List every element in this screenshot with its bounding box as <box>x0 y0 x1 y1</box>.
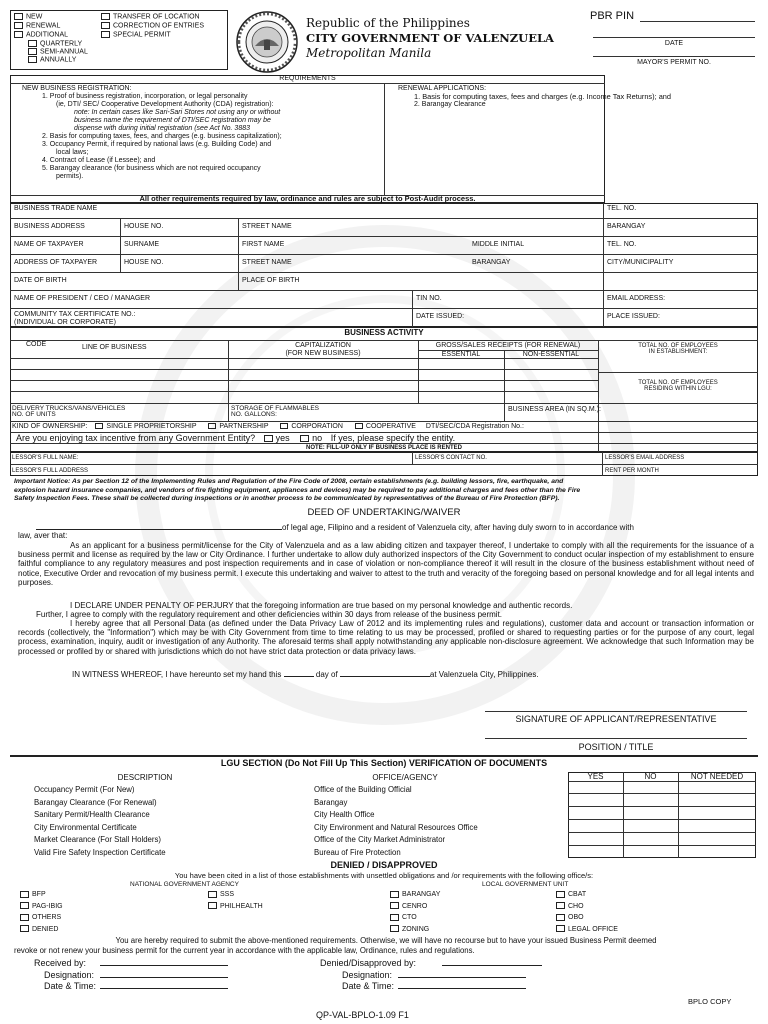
pbr-pin-line[interactable] <box>640 21 755 22</box>
lgu-row-office: Barangay <box>314 797 348 807</box>
received-block <box>34 957 228 992</box>
denied-col-1 <box>20 889 63 935</box>
name-of-taxpayer-label: NAME OF TAXPAYER <box>14 241 84 248</box>
checkbox[interactable] <box>556 891 565 898</box>
lgu-row-desc: Market Clearance (For Stall Holders) <box>34 835 161 845</box>
renew-title: RENEWAL APPLICATIONS: <box>398 85 487 92</box>
checkbox-special-permit[interactable] <box>101 31 110 38</box>
lgu-row <box>34 834 554 847</box>
vg-yes-header: YES <box>587 772 604 781</box>
header-republic: Republic of the Philippines <box>306 16 470 30</box>
lgu-row-office: Office of the Building Official <box>314 785 412 794</box>
col-line-a <box>120 218 121 272</box>
new-item1: 1. Proof of business registration, incorporation, or legal personality <box>42 93 248 100</box>
received-by-label: Received by: <box>34 958 87 968</box>
requirements-title: REQUIREMENTS <box>279 75 336 82</box>
business-activity-title: BUSINESS ACTIVITY <box>344 328 424 337</box>
checkbox-correction[interactable] <box>101 22 110 29</box>
tax-no-label: no <box>312 433 323 443</box>
lgu-row <box>34 822 554 835</box>
new-item3: 3. Occupancy Permit, if required by national laws (e.g. Building Code) and <box>42 141 272 148</box>
date-line[interactable] <box>593 37 755 38</box>
bplo-copy: BPLO COPY <box>688 997 732 1006</box>
lgu-top-rule <box>10 755 758 757</box>
checkbox[interactable] <box>20 914 29 921</box>
new-registration-block <box>22 85 382 181</box>
checkbox-semi-annual[interactable] <box>28 48 37 55</box>
middle-initial-label: MIDDLE INITIAL <box>472 241 525 248</box>
checkbox[interactable] <box>556 925 565 932</box>
checkbox[interactable] <box>390 925 399 932</box>
new-item4: 4. Contract of Lease (if Lessee); and <box>42 157 156 164</box>
checkbox[interactable] <box>556 902 565 909</box>
vg-row-5 <box>568 845 756 846</box>
witness-month-line[interactable] <box>340 669 430 677</box>
header-metro: Metropolitan Manila <box>306 46 432 60</box>
new-item2: 2. Basis for computing taxes, fees, and charges (e.g. business capitalization); <box>42 133 282 140</box>
col-line-tel <box>603 203 604 327</box>
line-of-business-header: LINE OF BUSINESS <box>82 344 147 351</box>
checkbox[interactable] <box>390 902 399 909</box>
checkbox-quarterly[interactable] <box>28 40 37 47</box>
corporation-label: CORPORATION <box>291 423 343 430</box>
checkbox-new[interactable] <box>14 13 23 20</box>
deed-p1-row <box>36 521 634 532</box>
street-name-2-label: STREET NAME <box>242 259 292 266</box>
place-of-birth-label: PLACE OF BIRTH <box>242 277 300 284</box>
vg-not-needed-header: NOT NEEDED <box>690 772 744 781</box>
checkbox-tax-yes[interactable] <box>264 435 273 442</box>
lessor-name-label: LESSOR'S FULL NAME: <box>12 455 79 461</box>
checkbox[interactable] <box>20 925 29 932</box>
partnership-label: PARTNERSHIP <box>219 423 269 430</box>
city-seal-logo <box>235 10 299 74</box>
deed-p3: I DECLARE UNDER PENALTY OF PERJURY that the foregoing information are true based on my personal knowledge and authentic records. <box>70 601 573 610</box>
req-title-line <box>10 83 605 84</box>
lgu-row-office: City Environment and Natural Resources Office <box>314 822 478 832</box>
denied-option[interactable]: BARANGAY <box>390 889 440 901</box>
lessor-col-2 <box>602 452 603 476</box>
vg-no-header: NO <box>644 772 657 781</box>
renew-item2: 2. Barangay Clearance <box>414 101 486 108</box>
no-of-units-label: NO. OF UNITS <box>12 411 56 418</box>
mayors-permit-label: MAYOR'S PERMIT NO. <box>637 59 711 66</box>
denied-option[interactable]: DENIED <box>20 924 63 936</box>
designation-label: Designation: <box>44 969 95 980</box>
barangay-label: BARANGAY <box>607 223 646 230</box>
denied-option[interactable]: BFP <box>20 889 63 901</box>
option-semi-annual[interactable]: SEMI-ANNUAL <box>14 48 88 56</box>
denied-col-2 <box>208 889 263 912</box>
national-agency-label: NATIONAL GOVERNMENT AGENCY <box>130 881 239 888</box>
application-type-options-right <box>101 13 204 40</box>
checkbox-corporation[interactable] <box>280 423 288 429</box>
president-name-label: NAME OF PRESIDENT / CEO / MANAGER <box>14 295 151 302</box>
tax-specify-label: If yes, please specify the entity. <box>330 433 456 443</box>
new-note3: dispense with during initial registration (see Act No. 3883 <box>74 125 251 132</box>
rent-per-month-label: RENT PER MONTH <box>605 468 659 474</box>
denied-option[interactable]: OTHERS <box>20 912 63 924</box>
application-type-options-left <box>14 13 88 64</box>
option-special-permit[interactable]: SPECIAL PERMIT <box>101 31 204 40</box>
house-no-label: HOUSE NO. <box>124 223 164 230</box>
lgu-title: LGU SECTION (Do Not Fill Up This Section) VERIFICATION OF DOCUMENTS <box>220 758 548 768</box>
signature-label: SIGNATURE OF APPLICANT/REPRESENTATIVE <box>515 714 717 724</box>
deed-name-line[interactable] <box>36 521 282 530</box>
ba-row-3 <box>10 380 598 381</box>
notice-line1: As per Section 12 of the Implementing Rules and Regulation of the Fire Code of 2008, certain establishments (e.g. building lessors, fire, earthquake, and <box>71 478 564 485</box>
lgu-row-desc: City Environmental Certificate <box>34 822 137 832</box>
deed-p2: As an applicant for a business permit/license for the City of Valenzuela and as a law abiding citizen and taxpayer thereof, I undertake to comply with all the requirements for the issuance of a business permit and license as required by the law or City Ordinance. I further undertake to allow duly authorized inspectors of the City Government to conduct ocular inspection of my establishment to ensure faithful compliance to any regulatory measures and post inspection requirements and in case of violation or non-compliance thereof it will result in the closure of the business establishment without need of notice, Executive Order and revocation of my business permit. I execute this undertaking and waiver to attest to the truth and veracity of the foregoing based on personal knowledge and for all legal intents and purposes. <box>18 541 754 587</box>
row-line-2 <box>10 236 758 237</box>
date-time-label: Date & Time: <box>44 981 97 991</box>
denied-option[interactable]: PHILHEALTH <box>208 901 263 913</box>
business-address-label: BUSINESS ADDRESS <box>14 223 85 230</box>
lgu-row <box>34 847 554 860</box>
witness-a: IN WITNESS WHEREOF, I have hereunto set my hand this <box>72 670 282 679</box>
denied-by-line[interactable] <box>442 957 542 966</box>
dti-reg-label: DTI/SEC/CDA Registration No.: <box>425 423 524 430</box>
witness-b: day of <box>315 670 338 679</box>
lgu-row-desc: Sanitary Permit/Health Clearance <box>34 810 150 820</box>
vg-row-4 <box>568 832 756 833</box>
denied-option[interactable]: SSS <box>208 889 263 901</box>
col-line-c <box>412 290 413 327</box>
surname-label: SURNAME <box>124 241 160 248</box>
checkbox[interactable] <box>208 902 217 909</box>
notice-line2: explosion hazard insurance companies, and vendors of fire fighting equipment, appliances and devices) may be required to pay additional charges and fees other than the Fire <box>14 486 581 494</box>
new-item1b: (ie, DTI/ SEC/ Cooperative Development Authority (CDA) registration): <box>56 101 274 108</box>
date-of-birth-label: DATE OF BIRTH <box>14 277 67 284</box>
req-divider <box>384 83 385 195</box>
new-note2: business name the requirement of DTI/SEC registration may be <box>74 117 271 124</box>
checkbox[interactable] <box>20 902 29 909</box>
mayors-permit-line[interactable] <box>593 56 755 57</box>
date-time-line[interactable] <box>100 980 228 989</box>
date-time-2-line[interactable] <box>398 980 526 989</box>
position-line[interactable] <box>485 738 747 739</box>
denied-by-label: Denied/Disapproved by: <box>320 958 417 968</box>
denied-option[interactable]: LEGAL OFFICE <box>556 924 618 936</box>
checkbox-single[interactable] <box>95 423 103 429</box>
important-notice <box>14 478 758 504</box>
post-audit-note: All other requirements required by law, ordinance and rules are subject to Post-Audit process. <box>139 194 476 203</box>
tax-yes-label: yes <box>275 433 290 443</box>
vg-row-2 <box>568 806 756 807</box>
option-new[interactable]: NEW <box>14 13 88 22</box>
row-line-5 <box>10 290 758 291</box>
denied-subtitle: You have been cited in a list of those establishments with unsettled obligations and /or requirements with the following office/s: <box>174 871 594 880</box>
witness-c: at Valenzuela City, Philippines. <box>429 670 539 679</box>
single-label: SINGLE PROPRIETORSHIP <box>106 423 197 430</box>
tax-incentive-row <box>16 433 455 443</box>
checkbox-renewal[interactable] <box>14 22 23 29</box>
row-line-1 <box>10 218 758 219</box>
checkbox-additional[interactable] <box>14 31 23 38</box>
lgu-row-office: City Health Office <box>314 810 375 820</box>
checkbox[interactable] <box>208 891 217 898</box>
lessor-mid <box>10 464 758 465</box>
renew-item1: 1. Basis for computing taxes, fees and charges (e.g. Income Tax Returns); and <box>414 92 672 101</box>
checkbox-cooperative[interactable] <box>355 423 363 429</box>
designation-2-label: Designation: <box>342 969 393 980</box>
ba-line-title <box>10 340 758 341</box>
option-quarterly[interactable]: QUARTERLY <box>14 40 88 48</box>
option-renewal[interactable]: RENEWAL <box>14 22 88 31</box>
residing-lgu-label: RESIDING WITHIN LGU: <box>644 386 712 392</box>
deed-p1b: law, aver that: <box>18 531 68 540</box>
house-no-2-label: HOUSE NO. <box>124 259 164 266</box>
address-of-taxpayer-label: ADDRESS OF TAXPAYER <box>14 259 98 266</box>
pbr-pin-label: PBR PIN <box>590 10 635 22</box>
signature-line[interactable] <box>485 711 747 712</box>
header-city: CITY GOVERNMENT OF VALENZUELA <box>306 31 554 45</box>
cooperative-label: COOPERATIVE <box>365 423 416 430</box>
lgu-row-office: Office of the City Market Administrator <box>314 835 446 845</box>
code-header: CODE <box>26 341 47 348</box>
deed-p1: of legal age, Filipino and a resident of Valenzuela city, after having duly sworn to in accordance with <box>282 523 634 532</box>
place-issued-label: PLACE ISSUED: <box>607 313 660 320</box>
ctc-no-label: COMMUNITY TAX CERTIFICATE NO.: <box>14 311 136 318</box>
denied-option[interactable]: CTO <box>390 912 440 924</box>
ba-row-4 <box>10 391 598 392</box>
new-title: NEW BUSINESS REGISTRATION: <box>22 85 132 92</box>
new-note1: note: In certain cases like Sari-Sari Stores not using any or without <box>74 109 281 116</box>
ba-row-ownership <box>10 421 758 422</box>
form-code: QP-VAL-BPLO-1.09 F1 <box>316 1010 409 1020</box>
ba-row-5 <box>10 403 758 404</box>
notice-label: Important Notice: <box>14 478 71 485</box>
essential-header: ESSENTIAL <box>441 351 481 358</box>
ownership-row <box>12 423 752 431</box>
designation-line[interactable] <box>100 969 228 978</box>
lgu-row-desc: Valid Fire Safety Inspection Certificate <box>34 847 166 857</box>
tel-no-label: TEL. NO. <box>607 205 637 212</box>
denied-footer-2: revoke or not renew your business permit for the current year in accordance with the applicable law, Ordinance, rules and regulations. <box>14 946 475 955</box>
received-by-line[interactable] <box>100 957 228 966</box>
deed-witness-row <box>72 669 539 679</box>
lessor-contact-label: LESSOR'S CONTACT NO. <box>415 455 487 461</box>
vg-head <box>568 781 756 782</box>
lgu-row <box>34 797 554 810</box>
denied-footer-1: You are hereby required to submit the above-mentioned requirements. Otherwise, we will have no recourse but to have your issued Business Permit deemed <box>115 936 657 945</box>
new-item5b: permits). <box>56 173 84 180</box>
checkbox-annually[interactable] <box>28 56 37 63</box>
rented-note: NOTE: FILL-UP ONLY IF BUSINESS PLACE IS RENTED <box>306 445 462 451</box>
denied-option[interactable]: CHO <box>556 901 618 913</box>
denied-option[interactable]: ZONING <box>390 924 440 936</box>
tel-no-2-label: TEL. NO. <box>607 241 637 248</box>
col-line-b <box>238 218 239 290</box>
option-annually[interactable]: ANNUALLY <box>14 56 88 64</box>
lessor-address-label: LESSOR'S FULL ADDRESS <box>12 468 88 474</box>
date-label: DATE <box>664 40 684 47</box>
gross-sales-header: GROSS/SALES RECEIPTS (FOR RENEWAL) <box>435 342 581 349</box>
ba-col-units <box>228 403 229 421</box>
non-essential-header: NON-ESSENTIAL <box>522 351 580 358</box>
option-additional[interactable]: ADDITIONAL <box>14 31 88 40</box>
total-employees-2-label: TOTAL NO. OF EMPLOYEES <box>638 380 718 386</box>
vg-row-3 <box>568 819 756 820</box>
lgu-row-desc: Occupancy Permit (For New) <box>34 785 135 794</box>
new-item5: 5. Barangay clearance (for business which are not required occupancy <box>42 165 261 172</box>
first-name-label: FIRST NAME <box>242 241 285 248</box>
lgu-rows <box>34 784 554 860</box>
lgu-office-header: OFFICE/AGENCY <box>372 773 438 782</box>
city-municipality-label: CITY/MUNICIPALITY <box>607 259 674 266</box>
date-time-2-label: Date & Time: <box>342 981 395 991</box>
denied-option[interactable]: CBAT <box>556 889 618 901</box>
in-establishment-label: IN ESTABLISHMENT: <box>648 349 708 355</box>
delivery-label: DELIVERY TRUCKS/VANS/VEHICLES <box>12 405 126 412</box>
deed-title: DEED OF UNDERTAKING/WAIVER <box>307 507 461 518</box>
witness-day-line[interactable] <box>284 669 314 677</box>
position-label: POSITION / TITLE <box>578 742 654 752</box>
checkbox[interactable] <box>390 891 399 898</box>
ba-col-4 <box>598 340 599 452</box>
kind-of-ownership-label: KIND OF OWNERSHIP: <box>12 423 88 430</box>
lgu-row <box>34 784 554 797</box>
row-line-4 <box>10 272 758 273</box>
row-line-3 <box>10 254 758 255</box>
designation-2-line[interactable] <box>398 969 526 978</box>
local-unit-label: LOCAL GOVERNMENT UNIT <box>482 881 569 888</box>
lgu-row <box>34 809 554 822</box>
no-gallons-label: NO. GALLONS: <box>231 411 277 418</box>
tax-incentive-question: Are you enjoying tax incentive from any Government Entity? <box>16 433 256 443</box>
denied-col-3 <box>390 889 440 935</box>
denied-by-block <box>320 957 542 992</box>
checkbox[interactable] <box>20 891 29 898</box>
row-line-6 <box>10 308 758 309</box>
new-item3b: local laws; <box>56 149 89 156</box>
denied-option[interactable]: OBO <box>556 912 618 924</box>
storage-label: STORAGE OF FLAMMABLES <box>231 405 320 412</box>
deed-p5: I hereby agree that all Personal Data (as defined under the Data Privacy Law of 2012 and its implementing rules and regulations), customer data and account or transaction information or records (collectively, the "Information") which may be with City Government from time to time relating to us may be processed, profiled or shared to requesting parties or for the purpose of any court, legal process, examination, inquiry, audit or investigation of any Authority. The aforesaid terms shall apply notwithstanding any applicable non-disclosure agreement. We acknowledge that such Information may be processed or profiled by or shared with jurisdictions which do not have strict data protection or data privacy laws. <box>18 619 754 656</box>
checkbox-transfer[interactable] <box>101 13 110 20</box>
ba-emp-mid <box>598 372 758 373</box>
lgu-row-office: Bureau of Fire Protection <box>314 847 401 857</box>
option-transfer[interactable]: TRANSFER OF LOCATION <box>101 13 204 22</box>
option-correction[interactable]: CORRECTION OF ENTRIES <box>101 22 204 31</box>
checkbox[interactable] <box>390 914 399 921</box>
notice-line3: Safety Inspection Fees. These shall be collected during inspections or in another process to be communicated by representatives of the Bureau of Fire Protection (BFP). <box>14 495 560 502</box>
business-trade-name-label: BUSINESS TRADE NAME <box>14 205 98 212</box>
checkbox-tax-no[interactable] <box>300 435 309 442</box>
lessor-email-label: LESSOR'S EMAIL ADDRESS <box>605 455 685 461</box>
lessor-col-1 <box>412 452 413 464</box>
denied-option[interactable]: PAG-IBIG <box>20 901 63 913</box>
total-employees-label: TOTAL NO. OF EMPLOYEES <box>638 343 718 349</box>
tin-no-label: TIN NO. <box>416 295 442 302</box>
vg-row-1 <box>568 793 756 794</box>
renewal-block <box>398 85 672 109</box>
denied-col-4 <box>556 889 618 935</box>
business-area-label: BUSINESS AREA (IN SQ.M.): <box>508 406 601 413</box>
checkbox-partnership[interactable] <box>208 423 216 429</box>
date-issued-label: DATE ISSUED: <box>416 313 465 320</box>
barangay-2-label: BARANGAY <box>472 259 511 266</box>
street-name-label: STREET NAME <box>242 223 292 230</box>
lgu-description-header: DESCRIPTION <box>117 773 173 782</box>
denied-option[interactable]: CENRO <box>390 901 440 913</box>
capitalization-sub: (FOR NEW BUSINESS) <box>285 350 361 357</box>
ba-col-area <box>504 403 505 421</box>
denied-title: DENIED / DISAPPROVED <box>330 860 438 870</box>
ba-row-2 <box>10 369 598 370</box>
email-address-label: EMAIL ADDRESS: <box>607 295 666 302</box>
checkbox[interactable] <box>556 914 565 921</box>
ctc-sub-label: (INDIVIDUAL OR CORPORATE) <box>14 319 116 326</box>
lgu-row-desc: Barangay Clearance (For Renewal) <box>34 797 157 807</box>
capitalization-header: CAPITALIZATION <box>295 342 351 349</box>
deed-p4: Further, I agree to comply with the regulatory requirement and other deficiencies within 30 days from release of the business permit. <box>36 610 503 619</box>
